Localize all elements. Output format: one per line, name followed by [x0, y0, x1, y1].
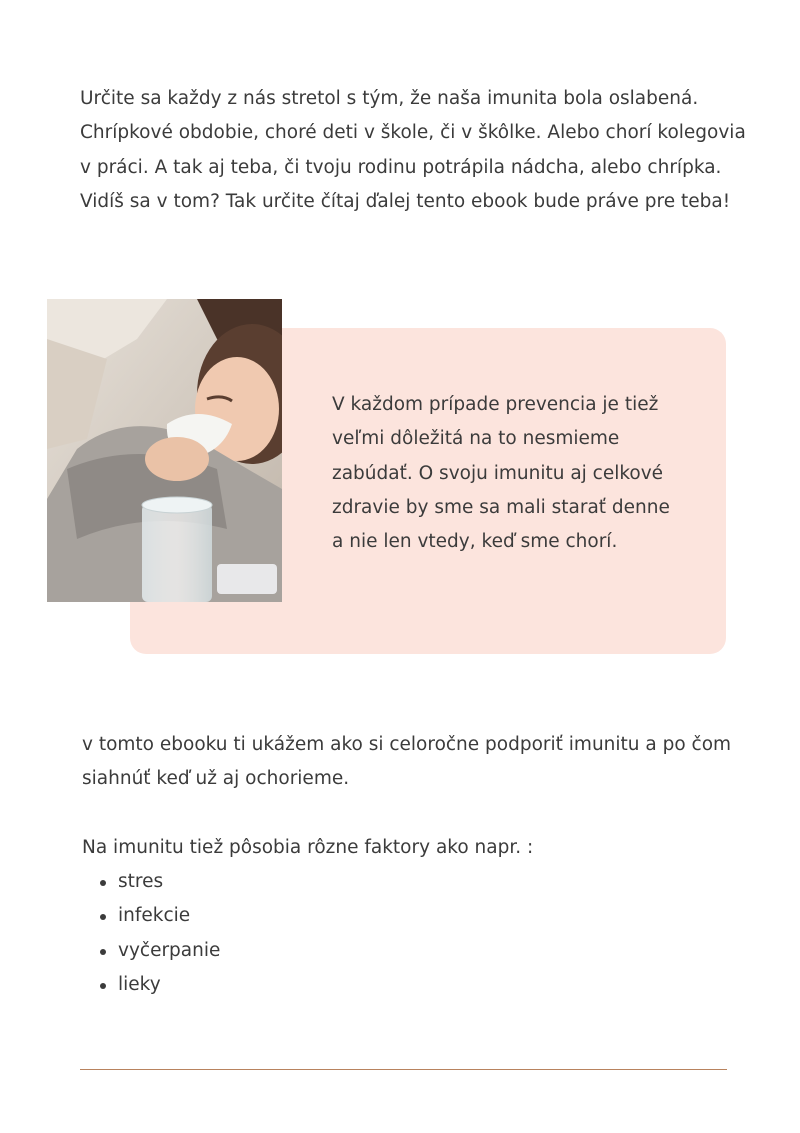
list-item: [82, 865, 220, 899]
ebook-intro-paragraph: v tomto ebooku ti ukážem ako si celoročne podporiť imunitu a po čom siahnúť keď už aj ochorieme.: [82, 734, 732, 790]
factor-label: vyčerpanie: [118, 939, 221, 961]
list-item: [82, 968, 220, 1002]
list-item: [82, 934, 220, 968]
sick-woman-photo: [47, 299, 282, 602]
factors-heading: Na imunitu tiež pôsobia rôzne faktory ako napr. :: [82, 837, 534, 858]
factor-list: [82, 865, 220, 1002]
bullet-icon: [100, 949, 106, 955]
prevention-quote: V každom prípade prevencia je tiež veľmi dôležitá na to nesmieme zabúdať. O svoju imunitu aj celkové zdravie by sme sa mali starať denne a nie len vtedy, keď sme chorí.: [332, 394, 670, 553]
bullet-icon: [100, 880, 106, 886]
intro-paragraph: Určite sa každy z nás stretol s tým, že naša imunita bola oslabená. Chrípkové obdobie, choré deti v škole, či v škôlke. Alebo chorí kolegovia v práci. A tak aj teba, či tvoju rodinu potrápila nádcha, alebo chrípka. Vidíš sa v tom? Tak určite čítaj ďalej tento ebook bude práve pre teba!: [80, 88, 746, 212]
sick-woman-illustration: [47, 299, 282, 602]
bullet-icon: [100, 983, 106, 989]
factor-label: lieky: [118, 973, 161, 995]
footer-divider: [80, 1069, 727, 1070]
list-item: [82, 899, 220, 933]
factor-label: stres: [118, 871, 164, 892]
bullet-icon: [100, 914, 106, 920]
factor-label: infekcie: [118, 905, 191, 927]
